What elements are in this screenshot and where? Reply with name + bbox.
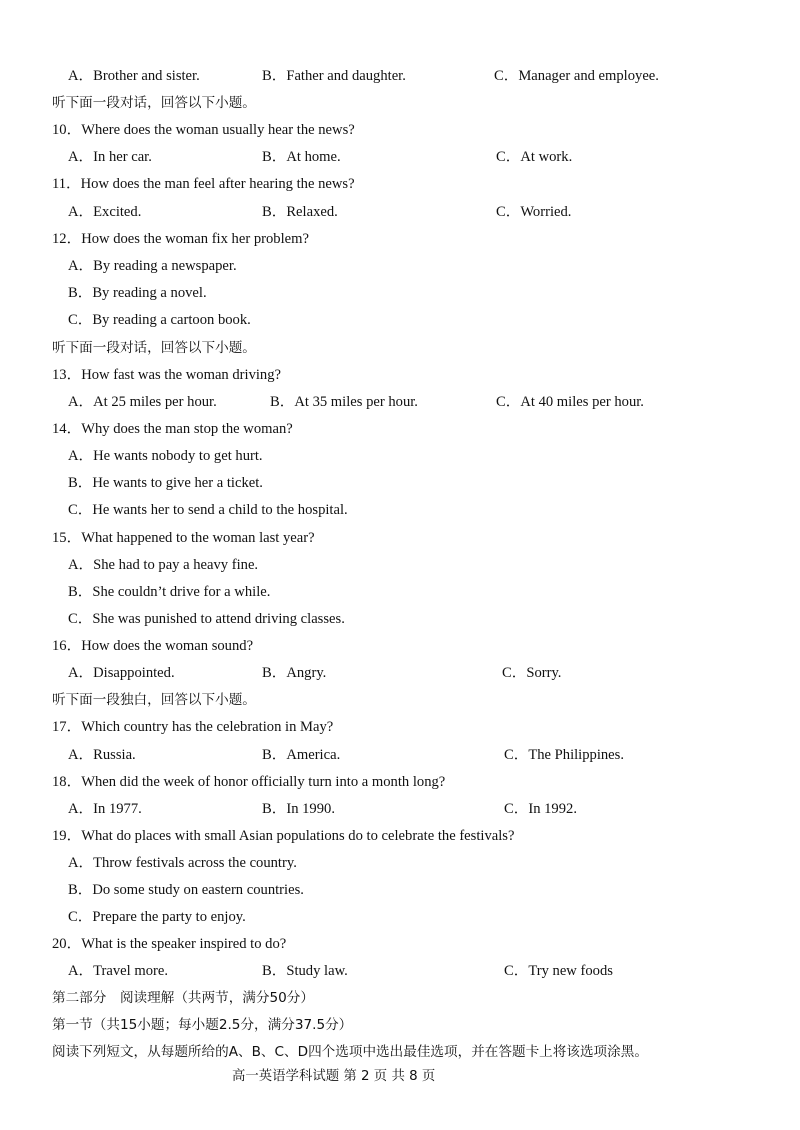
q18-stem: 18．When did the week of honor officially turn into a month long? [52, 774, 446, 790]
q10-option-b: B．At home. [262, 149, 341, 165]
q15-option-b: B．She couldn’t drive for a while. [68, 584, 271, 600]
q13-stem: 13．How fast was the woman driving? [52, 367, 281, 383]
reading-instruction: 阅读下列短文，从每题所给的A、B、C、D四个选项中选出最佳选项，并在答题卡上将该选项涂黑。 [52, 1044, 648, 1060]
q13-option-c: C．At 40 miles per hour. [496, 394, 644, 410]
listening-instruction-1: 听下面一段对话，回答以下小题。 [52, 95, 256, 111]
q17-stem: 17．Which country has the celebration in May? [52, 719, 334, 735]
page-footer: 高一英语学科试题 第 2 页 共 8 页 [232, 1069, 436, 1084]
q18-option-a: A．In 1977. [68, 801, 142, 817]
q16-option-b: B．Angry. [262, 665, 327, 681]
q19-option-a: A．Throw festivals across the country. [68, 855, 297, 871]
q20-option-b: B．Study law. [262, 963, 348, 979]
q20-option-a: A．Travel more. [68, 963, 168, 979]
q9-option-a: A．Brother and sister. [68, 68, 200, 84]
q18-option-b: B．In 1990. [262, 801, 335, 817]
q10-option-c: C．At work. [496, 149, 573, 165]
part2-heading: 第二部分 阅读理解（共两节，满分50分） [52, 990, 314, 1006]
listening-instruction-3: 听下面一段独白，回答以下小题。 [52, 692, 256, 708]
q11-option-c: C．Worried. [496, 204, 572, 220]
q17-option-b: B．America. [262, 747, 341, 763]
q12-option-c: C．By reading a cartoon book. [68, 312, 251, 328]
q14-option-a: A．He wants nobody to get hurt. [68, 448, 263, 464]
q15-option-a: A．She had to pay a heavy fine. [68, 557, 259, 573]
q14-option-b: B．He wants to give her a ticket. [68, 475, 263, 491]
q20-stem: 20．What is the speaker inspired to do? [52, 936, 287, 952]
q20-option-c: C．Try new foods [504, 963, 613, 979]
q9-option-b: B．Father and daughter. [262, 68, 406, 84]
section1-heading: 第一节（共15小题；每小题2.5分，满分37.5分） [52, 1017, 353, 1033]
q10-option-a: A．In her car. [68, 149, 152, 165]
q17-option-c: C．The Philippines. [504, 747, 624, 763]
q11-option-b: B．Relaxed. [262, 204, 338, 220]
q12-stem: 12．How does the woman fix her problem? [52, 231, 309, 247]
q18-option-c: C．In 1992. [504, 801, 577, 817]
q16-stem: 16．How does the woman sound? [52, 638, 254, 654]
q12-option-a: A．By reading a newspaper. [68, 258, 237, 274]
q11-stem: 11．How does the man feel after hearing the news? [52, 176, 355, 192]
q10-stem: 10．Where does the woman usually hear the news? [52, 122, 355, 138]
q15-option-c: C．She was punished to attend driving classes. [68, 611, 345, 627]
q16-option-c: C．Sorry. [502, 665, 562, 681]
q17-option-a: A．Russia. [68, 747, 136, 763]
q13-option-a: A．At 25 miles per hour. [68, 394, 217, 410]
q16-option-a: A．Disappointed. [68, 665, 175, 681]
q15-stem: 15．What happened to the woman last year? [52, 530, 315, 546]
q19-option-b: B．Do some study on eastern countries. [68, 882, 304, 898]
q11-option-a: A．Excited. [68, 204, 142, 220]
q14-stem: 14．Why does the man stop the woman? [52, 421, 293, 437]
q19-option-c: C．Prepare the party to enjoy. [68, 909, 246, 925]
q9-option-c: C．Manager and employee. [494, 68, 659, 84]
q14-option-c: C．He wants her to send a child to the hospital. [68, 502, 348, 518]
q19-stem: 19．What do places with small Asian populations do to celebrate the festivals? [52, 828, 515, 844]
q13-option-b: B．At 35 miles per hour. [270, 394, 418, 410]
listening-instruction-2: 听下面一段对话，回答以下小题。 [52, 340, 256, 356]
q12-option-b: B．By reading a novel. [68, 285, 207, 301]
